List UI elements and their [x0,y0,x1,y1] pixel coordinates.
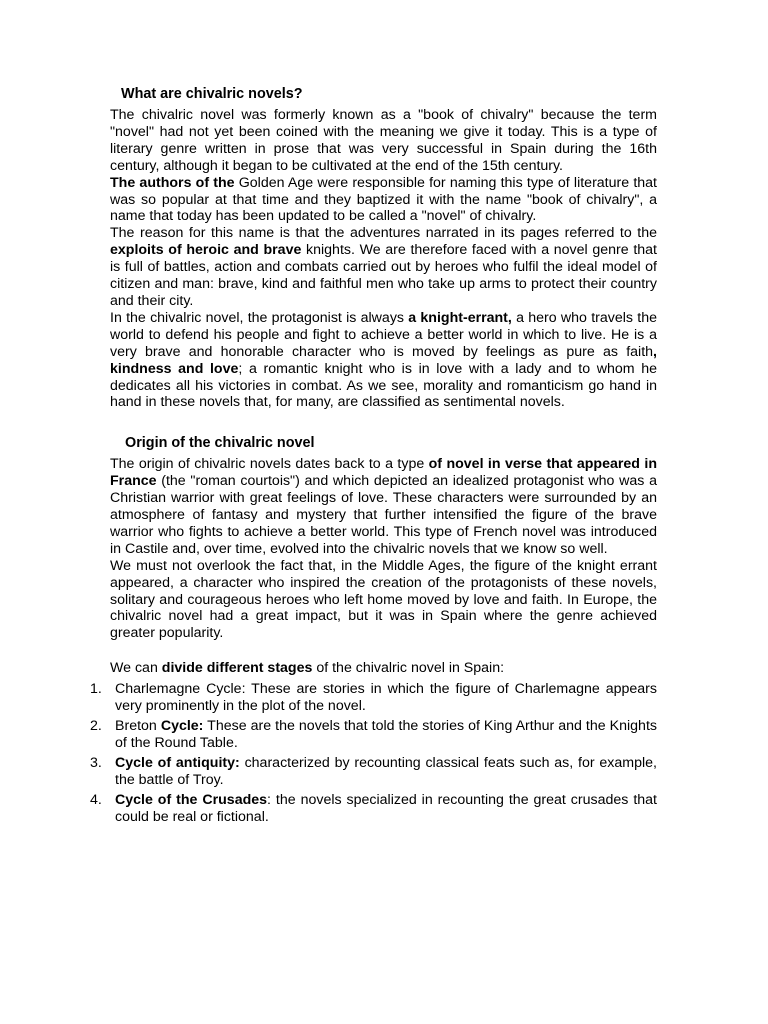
text-run: The reason for this name is that the adventures narrated in its pages referred to the [110,225,657,242]
bold-text-run: divide different stages [161,660,313,677]
text-run: knights. We are therefore faced with a novel genre that is full of battles, action and combats carried out by heroes who fulfil the ideal model of citizen and man: brave, kind and faithful men who take up arms to protect their country and their city. [110,242,657,309]
list-item-text [115,681,657,714]
bold-text-run: Cycle of antiquity: [115,754,240,771]
text-run: These are the novels that told the stories of King Arthur and the Knights of the Round Table. [115,718,657,751]
list-item [90,681,657,715]
paragraph [110,456,657,557]
list-item-text [115,755,657,788]
text-run: Breton [115,718,161,734]
list-item-number: 1. [90,681,102,698]
list-item [90,718,657,752]
text-run: a hero who travels the world to defend his people and fight to achieve a better world in which to live. He is a very brave and honorable character who is moved by feelings as pure as faith [110,309,657,360]
list-item [90,754,657,789]
bold-text-run: The authors of the [110,174,235,191]
text-run: of the chivalric novel in Spain: [312,660,505,677]
section-body [110,456,657,642]
list-item-number: 2. [90,718,102,734]
list-item-text [115,718,657,751]
text-run: Golden Age were responsible for naming this type of literature that was so popular at that time and they baptized it with the name "book of chivalry", a name that today has been updated to be called a "novel" of chivalry. [110,174,658,225]
text-run: Charlemagne Cycle: These are stories in which the figure of Charlemagne appears very prominently in the plot of the novel. [115,681,657,715]
text-run: : the novels specialized in recounting the great crusades that could be real or fictional. [115,791,657,825]
section-heading: What are chivalric novels? [121,86,303,102]
text-run: In the chivalric novel, the protagonist is always [110,309,409,326]
text-run: We must not overlook the fact that, in the Middle Ages, the figure of the knight errant appeared, a character who inspired the creation of the protagonists of these novels, solitary and courageous heroes who left home moved by love and faith. In Europe, the chivalric novel had a great impact, but it was in Spain where the genre achieved greater popularity. [110,557,657,642]
paragraph [110,175,657,226]
section-body [110,107,657,411]
list-intro [110,660,657,677]
paragraph [110,310,657,411]
bold-text-run: Cycle of the Crusades [115,791,268,808]
section-heading: Origin of the chivalric novel [125,435,315,452]
section-origin-of-the-chivalric-novel [90,435,657,825]
bold-text-run: , kindness and love [110,343,657,377]
list-item-text [115,792,657,825]
text-run: The origin of chivalric novels dates back to a type [110,456,429,473]
paragraph [110,225,657,310]
text-run: (the "roman courtois") and which depicted an idealized protagonist who was a Christian warrior with great feelings of love. These characters were surrounded by an atmosphere of fantasy and mystery that further intensified the figure of the brave warrior who fights to achieve a better world. This type of French novel was introduced in Castile and, over time, evolved into the chivalric novels that we know so well. [110,473,657,557]
section-what-are-chivalric-novels [110,86,657,411]
stages-list [90,681,657,825]
text-run: ; a romantic knight who is in love with a lady and to whom he dedicates all his victories in combat. As we see, morality and romanticism go hand in hand in these novels that, for many, are classified as sentimental novels. [110,360,657,411]
document-page [90,86,658,828]
paragraph [110,107,657,175]
bold-text-run: Cycle: [160,718,204,734]
list-item-number: 4. [90,791,102,808]
text-run: We can [110,660,162,677]
list-item [90,791,657,826]
text-run: characterized by recounting classical feats such as, for example, the battle of Troy. [115,754,657,788]
text-run: The chivalric novel was formerly known as a "book of chivalry" because the term "novel" had not yet been coined with the meaning we give it today. This is a type of literary genre written in prose that was very successful in Spain during the 16th century, although it began to be cultivated at the end of the 15th century. [110,107,657,174]
paragraph [110,558,657,643]
bold-text-run: of novel in verse that appeared in France [110,456,657,490]
bold-text-run: a knight-errant, [408,309,512,326]
bold-text-run: exploits of heroic and brave [110,242,302,259]
list-item-number: 3. [90,754,102,771]
